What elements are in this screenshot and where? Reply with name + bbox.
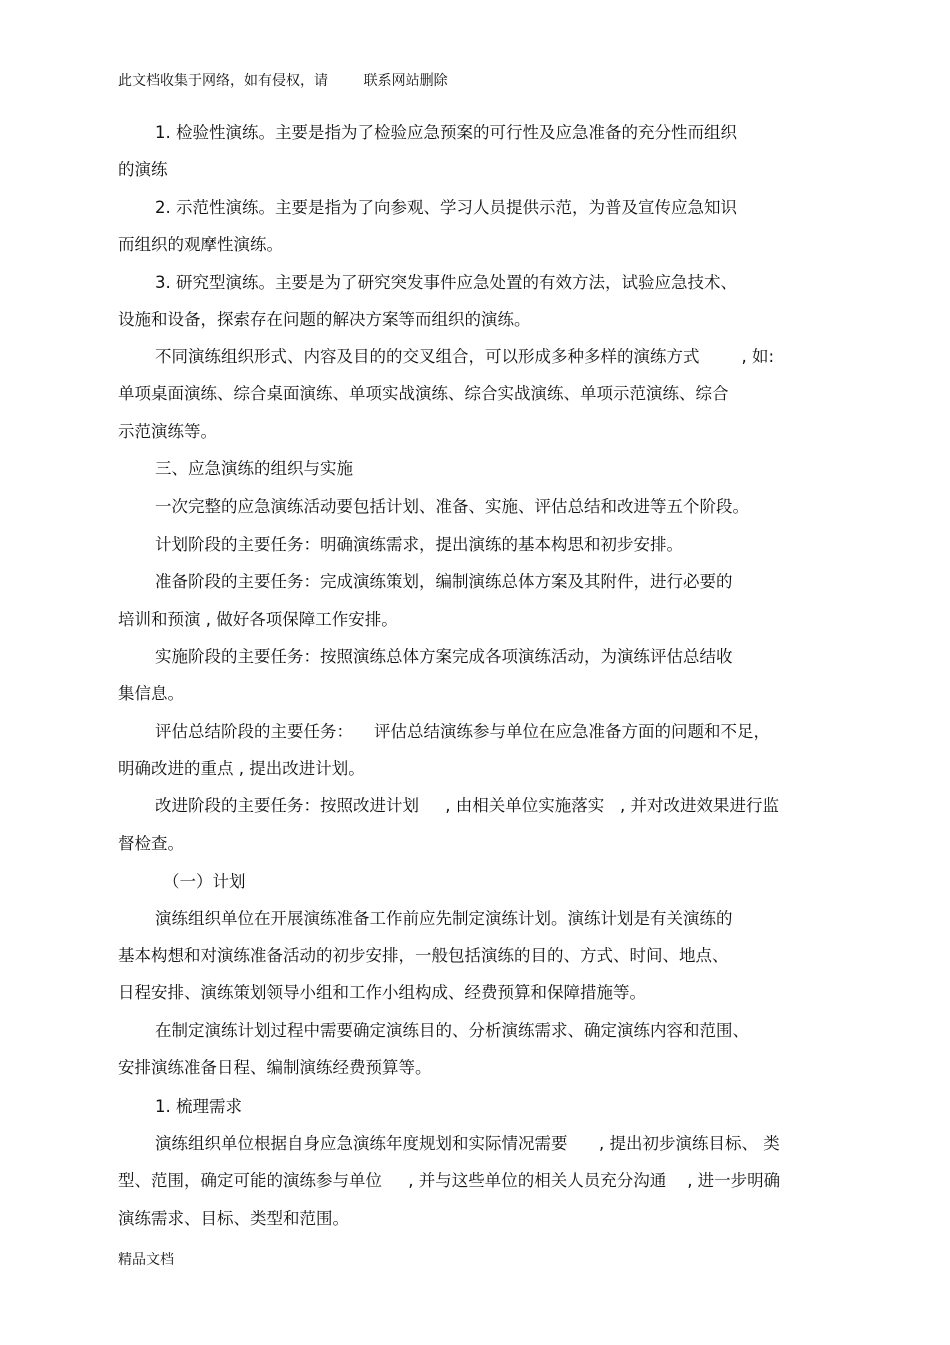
- section-heading: 三、应急演练的组织与实施: [155, 459, 353, 478]
- paragraph-line: 2. 示范性演练。主要是指为了向参观、学习人员提供示范，为普及宣传应急知识: [155, 198, 737, 217]
- paragraph-line: 演练组织单位在开展演练准备工作前应先制定演练计划。演练计划是有关演练的: [155, 909, 733, 928]
- paragraph-line: 明确改进的重点 , 提出改进计划。: [118, 759, 365, 778]
- paragraph-line: 示范演练等。: [118, 422, 217, 441]
- paragraph-line: 计划阶段的主要任务：明确演练需求，提出演练的基本构思和初步安排。: [155, 535, 683, 554]
- paragraph-line: 型、范围，确定可能的演练参与单位 , 并与这些单位的相关人员充分沟通 , 进一步明确: [118, 1171, 781, 1190]
- paragraph-line: 基本构想和对演练准备活动的初步安排，一般包括演练的目的、方式、时间、地点、: [118, 946, 729, 965]
- paragraph-line: 3. 研究型演练。主要是为了研究突发事件应急处置的有效方法，试验应急技术、: [155, 273, 737, 292]
- paragraph-line: 准备阶段的主要任务：完成演练策划，编制演练总体方案及其附件，进行必要的: [155, 572, 733, 591]
- paragraph-line: 单项桌面演练、综合桌面演练、单项实战演练、综合实战演练、单项示范演练、综合: [118, 384, 729, 403]
- paragraph-line: 不同演练组织形式、内容及目的的交叉组合，可以形成多种多样的演练方式 , 如:: [155, 347, 775, 366]
- paragraph-line: 安排演练准备日程、编制演练经费预算等。: [118, 1058, 432, 1077]
- paragraph-line: 改进阶段的主要任务：按照改进计划 , 由相关单位实施落实 , 并对改进效果进行监: [155, 796, 779, 815]
- paragraph-line: 演练组织单位根据自身应急演练年度规划和实际情况需要 , 提出初步演练目标、 类: [155, 1134, 780, 1153]
- paragraph-line: 的演练: [118, 160, 168, 179]
- paragraph-line: 在制定演练计划过程中需要确定演练目的、分析演练需求、确定演练内容和范围、: [155, 1021, 749, 1040]
- paragraph-line: 集信息。: [118, 684, 184, 703]
- paragraph-line: 一次完整的应急演练活动要包括计划、准备、实施、评估总结和改进等五个阶段。: [155, 497, 749, 516]
- subsection-heading: （一）计划: [163, 872, 246, 891]
- paragraph-line: 日程安排、演练策划领导小组和工作小组构成、经费预算和保障措施等。: [118, 983, 646, 1002]
- paragraph-line: 评估总结阶段的主要任务： 评估总结演练参与单位在应急准备方面的问题和不足，: [155, 722, 770, 741]
- footer-label: 精品文档: [118, 1252, 174, 1268]
- paragraph-line: 而组织的观摩性演练。: [118, 235, 283, 254]
- paragraph-line: 1. 检验性演练。主要是指为了检验应急预案的可行性及应急准备的充分性而组织: [155, 123, 737, 142]
- paragraph-line: 设施和设备，探索存在问题的解决方案等而组织的演练。: [118, 310, 531, 329]
- paragraph-line: 督检查。: [118, 834, 184, 853]
- paragraph-line: 实施阶段的主要任务：按照演练总体方案完成各项演练活动，为演练评估总结收: [155, 647, 733, 666]
- numbered-heading: 1. 梳理需求: [155, 1097, 242, 1116]
- paragraph-line: 演练需求、目标、类型和范围。: [118, 1209, 349, 1228]
- paragraph-line: 培训和预演 , 做好各项保障工作安排。: [118, 610, 398, 629]
- watermark-header: 此文档收集于网络，如有侵权，请 联系网站删除: [118, 73, 448, 89]
